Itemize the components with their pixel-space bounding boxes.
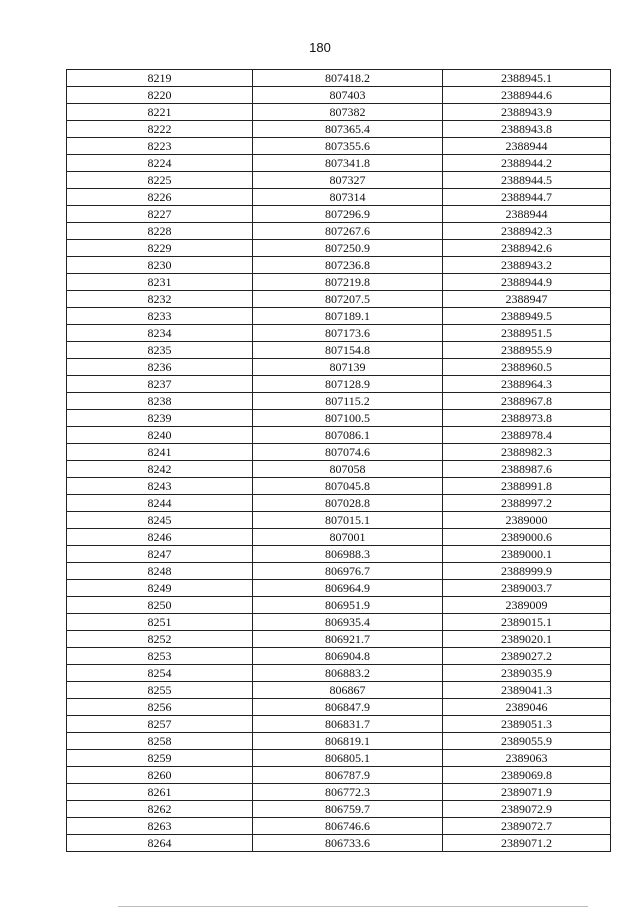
x-coordinate-cell: 807207.5 <box>253 291 443 308</box>
y-coordinate-cell: 2388944 <box>443 138 611 155</box>
point-number-cell: 8219 <box>67 70 253 87</box>
point-number-cell: 8257 <box>67 716 253 733</box>
x-coordinate-cell: 807341.8 <box>253 155 443 172</box>
y-coordinate-cell: 2388964.3 <box>443 376 611 393</box>
table-row <box>67 682 611 699</box>
y-coordinate-cell: 2388997.2 <box>443 495 611 512</box>
y-coordinate-cell: 2388942.6 <box>443 240 611 257</box>
x-coordinate-cell: 807154.8 <box>253 342 443 359</box>
y-coordinate-cell: 2389000.1 <box>443 546 611 563</box>
x-coordinate-cell: 807355.6 <box>253 138 443 155</box>
x-coordinate-cell: 807219.8 <box>253 274 443 291</box>
x-coordinate-cell: 807314 <box>253 189 443 206</box>
table-row <box>67 240 611 257</box>
x-coordinate-cell: 807403 <box>253 87 443 104</box>
point-number-cell: 8236 <box>67 359 253 376</box>
table-row <box>67 495 611 512</box>
x-coordinate-cell: 806819.1 <box>253 733 443 750</box>
point-number-cell: 8261 <box>67 784 253 801</box>
point-number-cell: 8244 <box>67 495 253 512</box>
point-number-cell: 8232 <box>67 291 253 308</box>
table-row <box>67 223 611 240</box>
y-coordinate-cell: 2388944.9 <box>443 274 611 291</box>
x-coordinate-cell: 806831.7 <box>253 716 443 733</box>
y-coordinate-cell: 2388944.6 <box>443 87 611 104</box>
point-number-cell: 8253 <box>67 648 253 665</box>
point-number-cell: 8260 <box>67 767 253 784</box>
x-coordinate-cell: 807028.8 <box>253 495 443 512</box>
table-row <box>67 393 611 410</box>
point-number-cell: 8226 <box>67 189 253 206</box>
point-number-cell: 8240 <box>67 427 253 444</box>
table-row <box>67 376 611 393</box>
table-row <box>67 155 611 172</box>
y-coordinate-cell: 2388951.5 <box>443 325 611 342</box>
y-coordinate-cell: 2389046 <box>443 699 611 716</box>
table-row <box>67 631 611 648</box>
x-coordinate-cell: 807015.1 <box>253 512 443 529</box>
point-number-cell: 8264 <box>67 835 253 852</box>
point-number-cell: 8259 <box>67 750 253 767</box>
x-coordinate-cell: 807074.6 <box>253 444 443 461</box>
point-number-cell: 8246 <box>67 529 253 546</box>
table-row <box>67 410 611 427</box>
y-coordinate-cell: 2388943.2 <box>443 257 611 274</box>
y-coordinate-cell: 2388967.8 <box>443 393 611 410</box>
point-number-cell: 8237 <box>67 376 253 393</box>
y-coordinate-cell: 2388991.8 <box>443 478 611 495</box>
x-coordinate-cell: 806787.9 <box>253 767 443 784</box>
table-row <box>67 461 611 478</box>
point-number-cell: 8247 <box>67 546 253 563</box>
x-coordinate-cell: 807189.1 <box>253 308 443 325</box>
table-row <box>67 580 611 597</box>
x-coordinate-cell: 807267.6 <box>253 223 443 240</box>
x-coordinate-cell: 807128.9 <box>253 376 443 393</box>
point-number-cell: 8242 <box>67 461 253 478</box>
coordinates-table <box>66 69 611 852</box>
x-coordinate-cell: 806904.8 <box>253 648 443 665</box>
table-row <box>67 529 611 546</box>
point-number-cell: 8239 <box>67 410 253 427</box>
point-number-cell: 8222 <box>67 121 253 138</box>
x-coordinate-cell: 806867 <box>253 682 443 699</box>
table-row <box>67 478 611 495</box>
y-coordinate-cell: 2388944.5 <box>443 172 611 189</box>
table-row <box>67 257 611 274</box>
point-number-cell: 8233 <box>67 308 253 325</box>
point-number-cell: 8252 <box>67 631 253 648</box>
y-coordinate-cell: 2388973.8 <box>443 410 611 427</box>
y-coordinate-cell: 2389063 <box>443 750 611 767</box>
x-coordinate-cell: 807100.5 <box>253 410 443 427</box>
x-coordinate-cell: 807250.9 <box>253 240 443 257</box>
point-number-cell: 8224 <box>67 155 253 172</box>
x-coordinate-cell: 807365.4 <box>253 121 443 138</box>
x-coordinate-cell: 807045.8 <box>253 478 443 495</box>
y-coordinate-cell: 2388947 <box>443 291 611 308</box>
x-coordinate-cell: 806964.9 <box>253 580 443 597</box>
table-row <box>67 835 611 852</box>
y-coordinate-cell: 2389072.7 <box>443 818 611 835</box>
point-number-cell: 8227 <box>67 206 253 223</box>
y-coordinate-cell: 2388944.2 <box>443 155 611 172</box>
table-row <box>67 291 611 308</box>
bottom-rule <box>118 906 588 907</box>
y-coordinate-cell: 2388987.6 <box>443 461 611 478</box>
point-number-cell: 8223 <box>67 138 253 155</box>
table-row <box>67 87 611 104</box>
point-number-cell: 8250 <box>67 597 253 614</box>
point-number-cell: 8263 <box>67 818 253 835</box>
x-coordinate-cell: 806921.7 <box>253 631 443 648</box>
table-row <box>67 138 611 155</box>
y-coordinate-cell: 2389035.9 <box>443 665 611 682</box>
point-number-cell: 8231 <box>67 274 253 291</box>
table-row <box>67 767 611 784</box>
table-row <box>67 121 611 138</box>
y-coordinate-cell: 2389020.1 <box>443 631 611 648</box>
table-row <box>67 274 611 291</box>
point-number-cell: 8235 <box>67 342 253 359</box>
x-coordinate-cell: 807115.2 <box>253 393 443 410</box>
table-row <box>67 342 611 359</box>
y-coordinate-cell: 2388960.5 <box>443 359 611 376</box>
y-coordinate-cell: 2389015.1 <box>443 614 611 631</box>
table-row <box>67 750 611 767</box>
x-coordinate-cell: 806883.2 <box>253 665 443 682</box>
table-row <box>67 733 611 750</box>
point-number-cell: 8228 <box>67 223 253 240</box>
table-row <box>67 444 611 461</box>
point-number-cell: 8243 <box>67 478 253 495</box>
point-number-cell: 8230 <box>67 257 253 274</box>
table-row <box>67 614 611 631</box>
x-coordinate-cell: 807296.9 <box>253 206 443 223</box>
y-coordinate-cell: 2389071.9 <box>443 784 611 801</box>
table-row <box>67 699 611 716</box>
y-coordinate-cell: 2389000.6 <box>443 529 611 546</box>
y-coordinate-cell: 2388943.9 <box>443 104 611 121</box>
y-coordinate-cell: 2389009 <box>443 597 611 614</box>
y-coordinate-cell: 2388999.9 <box>443 563 611 580</box>
point-number-cell: 8254 <box>67 665 253 682</box>
table-row <box>67 648 611 665</box>
table-row <box>67 801 611 818</box>
table-row <box>67 546 611 563</box>
y-coordinate-cell: 2389072.9 <box>443 801 611 818</box>
table-row <box>67 818 611 835</box>
x-coordinate-cell: 807382 <box>253 104 443 121</box>
y-coordinate-cell: 2389027.2 <box>443 648 611 665</box>
x-coordinate-cell: 806733.6 <box>253 835 443 852</box>
y-coordinate-cell: 2388942.3 <box>443 223 611 240</box>
point-number-cell: 8225 <box>67 172 253 189</box>
x-coordinate-cell: 807236.8 <box>253 257 443 274</box>
table-row <box>67 784 611 801</box>
point-number-cell: 8255 <box>67 682 253 699</box>
table-row <box>67 597 611 614</box>
y-coordinate-cell: 2389051.3 <box>443 716 611 733</box>
x-coordinate-cell: 806951.9 <box>253 597 443 614</box>
x-coordinate-cell: 806772.3 <box>253 784 443 801</box>
y-coordinate-cell: 2388944.7 <box>443 189 611 206</box>
y-coordinate-cell: 2388944 <box>443 206 611 223</box>
y-coordinate-cell: 2388943.8 <box>443 121 611 138</box>
y-coordinate-cell: 2389055.9 <box>443 733 611 750</box>
point-number-cell: 8249 <box>67 580 253 597</box>
table-row <box>67 104 611 121</box>
point-number-cell: 8248 <box>67 563 253 580</box>
point-number-cell: 8245 <box>67 512 253 529</box>
table-row <box>67 325 611 342</box>
y-coordinate-cell: 2389071.2 <box>443 835 611 852</box>
x-coordinate-cell: 806746.6 <box>253 818 443 835</box>
point-number-cell: 8220 <box>67 87 253 104</box>
x-coordinate-cell: 806988.3 <box>253 546 443 563</box>
table-row <box>67 359 611 376</box>
point-number-cell: 8256 <box>67 699 253 716</box>
table-row <box>67 665 611 682</box>
x-coordinate-cell: 807327 <box>253 172 443 189</box>
point-number-cell: 8262 <box>67 801 253 818</box>
table-row <box>67 716 611 733</box>
table-row <box>67 172 611 189</box>
table-row <box>67 512 611 529</box>
table-row <box>67 308 611 325</box>
coordinates-table-body <box>67 70 611 852</box>
table-row <box>67 206 611 223</box>
x-coordinate-cell: 807058 <box>253 461 443 478</box>
y-coordinate-cell: 2388955.9 <box>443 342 611 359</box>
x-coordinate-cell: 807086.1 <box>253 427 443 444</box>
y-coordinate-cell: 2388982.3 <box>443 444 611 461</box>
point-number-cell: 8258 <box>67 733 253 750</box>
point-number-cell: 8251 <box>67 614 253 631</box>
page-number: 180 <box>309 40 331 55</box>
x-coordinate-cell: 806935.4 <box>253 614 443 631</box>
table-row <box>67 189 611 206</box>
x-coordinate-cell: 806847.9 <box>253 699 443 716</box>
x-coordinate-cell: 807418.2 <box>253 70 443 87</box>
y-coordinate-cell: 2388978.4 <box>443 427 611 444</box>
y-coordinate-cell: 2388949.5 <box>443 308 611 325</box>
point-number-cell: 8229 <box>67 240 253 257</box>
table-row <box>67 563 611 580</box>
x-coordinate-cell: 807173.6 <box>253 325 443 342</box>
y-coordinate-cell: 2388945.1 <box>443 70 611 87</box>
table-row <box>67 427 611 444</box>
x-coordinate-cell: 807001 <box>253 529 443 546</box>
x-coordinate-cell: 806805.1 <box>253 750 443 767</box>
x-coordinate-cell: 806759.7 <box>253 801 443 818</box>
y-coordinate-cell: 2389000 <box>443 512 611 529</box>
point-number-cell: 8221 <box>67 104 253 121</box>
y-coordinate-cell: 2389003.7 <box>443 580 611 597</box>
y-coordinate-cell: 2389069.8 <box>443 767 611 784</box>
point-number-cell: 8241 <box>67 444 253 461</box>
point-number-cell: 8234 <box>67 325 253 342</box>
x-coordinate-cell: 807139 <box>253 359 443 376</box>
point-number-cell: 8238 <box>67 393 253 410</box>
y-coordinate-cell: 2389041.3 <box>443 682 611 699</box>
table-row <box>67 70 611 87</box>
x-coordinate-cell: 806976.7 <box>253 563 443 580</box>
